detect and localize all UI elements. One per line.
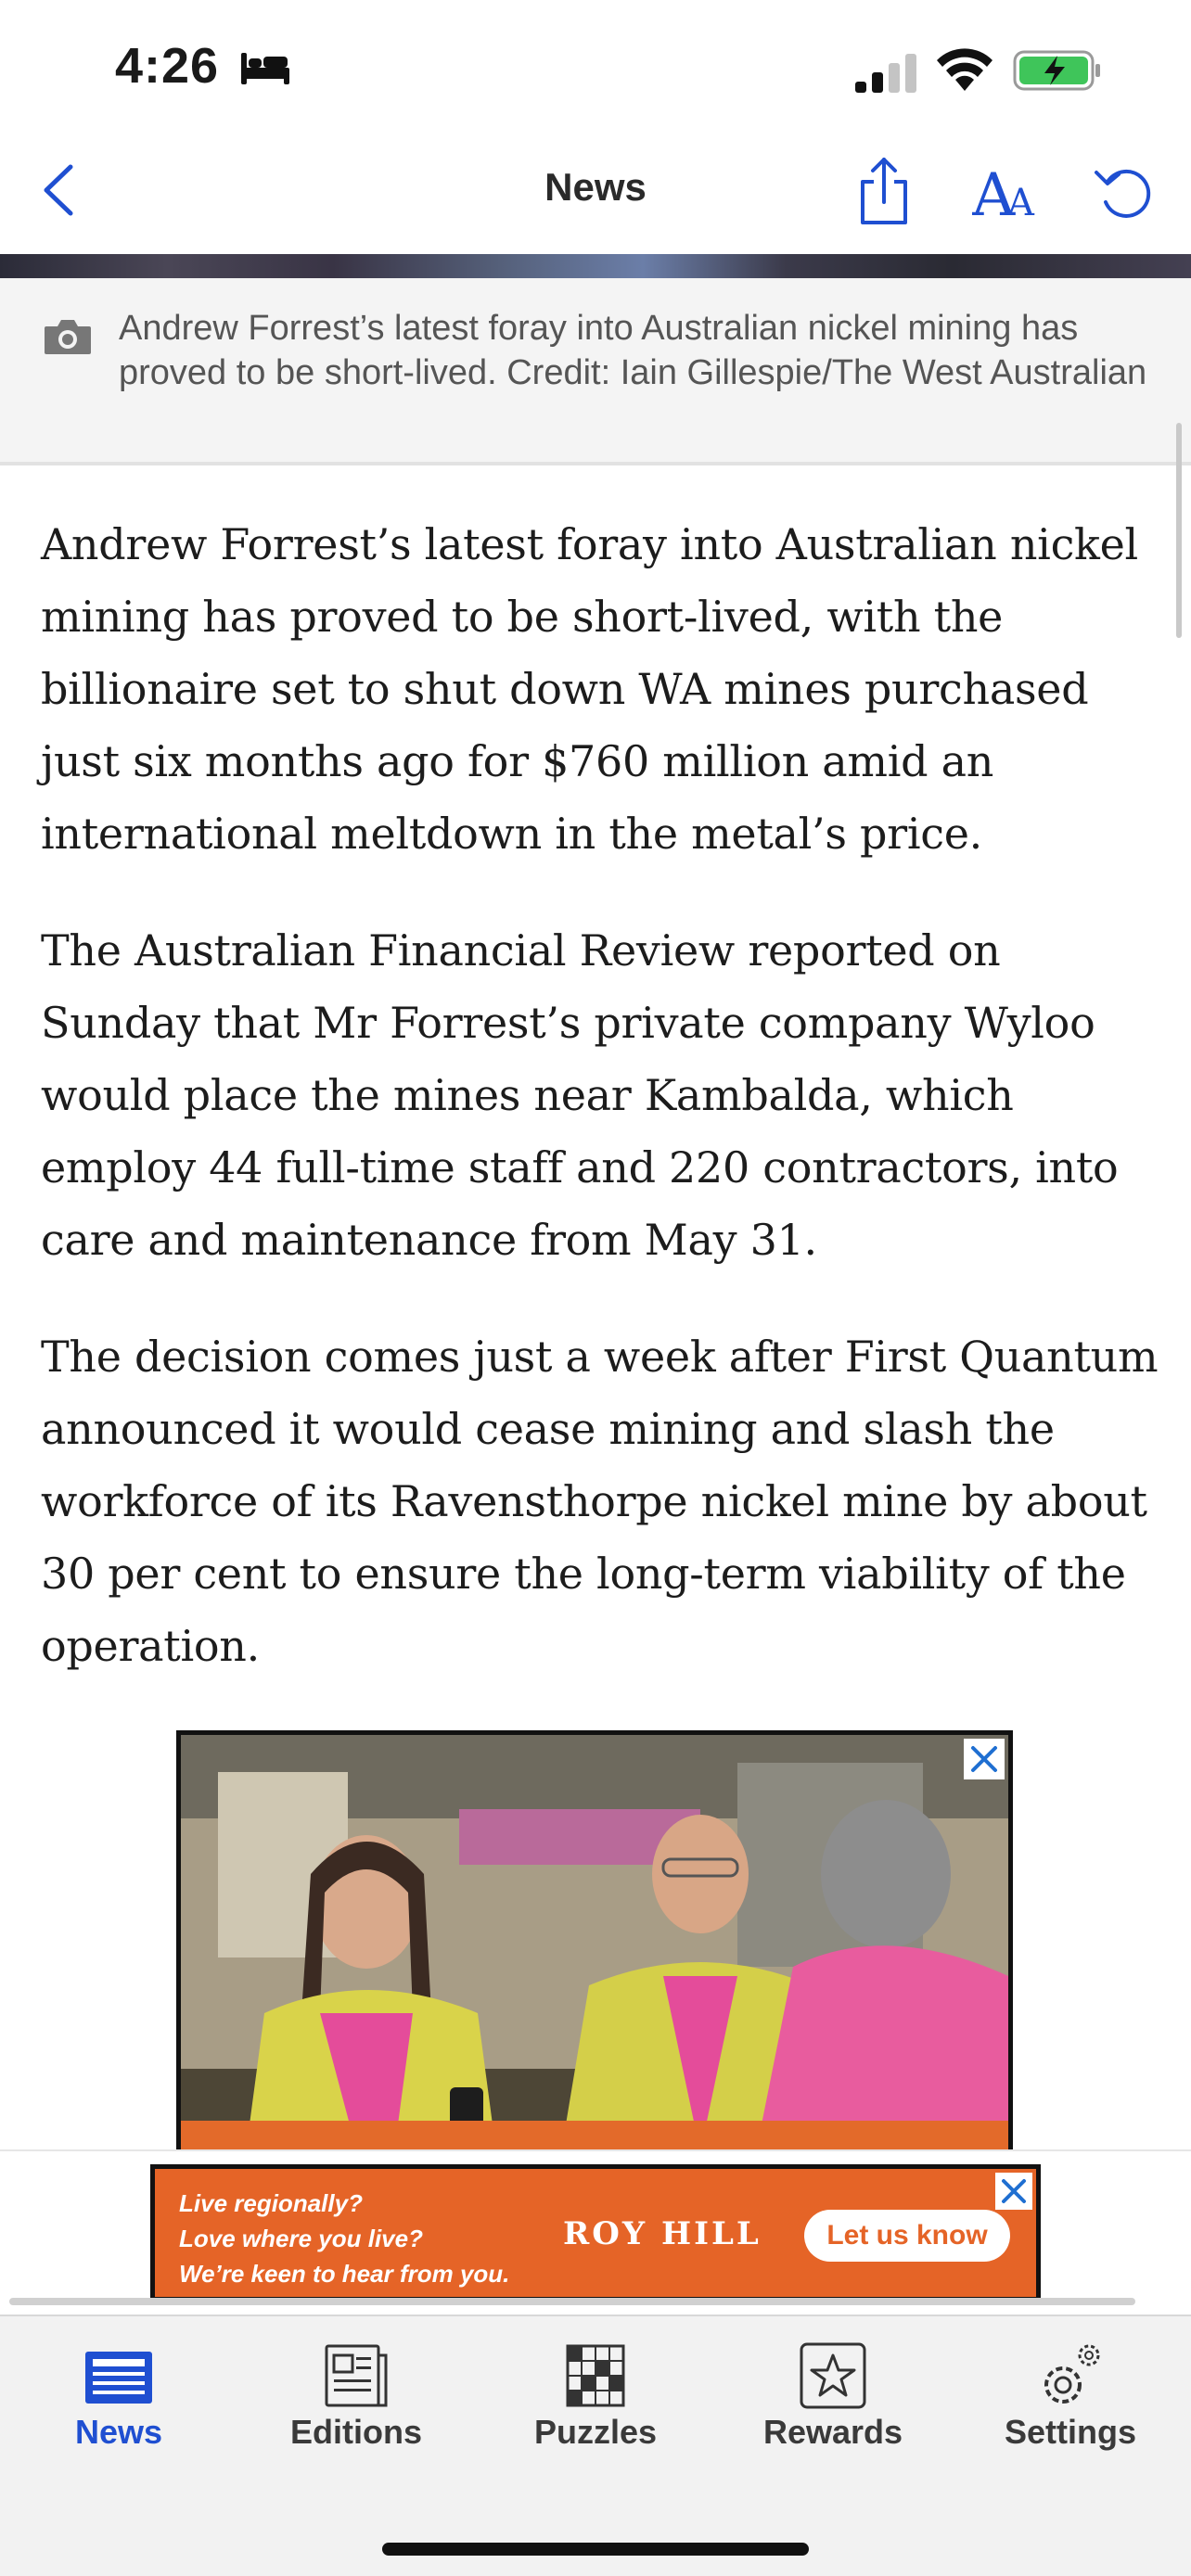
bed-icon: [239, 51, 291, 86]
tab-label: Puzzles: [533, 2413, 658, 2451]
article-paragraph: Andrew Forrest’s latest foray into Australian nickel mining has proved to be short-lived, with the billionaire set to shut down WA mines purchased just six months ago for $760 million amid an international meltdown in the metal’s price.: [41, 519, 1138, 859]
article-paragraph: The Australian Financial Review reported on Sunday that Mr Forrest’s private company Wyloo would place the mines near Kambalda, which employ 44 full-time staff and 220 contractors, into care and maintenance from May 31.: [41, 925, 1119, 1265]
rewards-star-icon: [796, 2342, 870, 2409]
news-icon: [82, 2342, 156, 2409]
banner-ad-area: [0, 2149, 1191, 2313]
banner-advertisement[interactable]: [150, 2164, 1041, 2302]
camera-icon: [43, 317, 93, 356]
puzzles-icon: [558, 2342, 633, 2409]
svg-text:A: A: [1007, 182, 1034, 224]
tab-label: Rewards: [762, 2413, 903, 2451]
tab-puzzles[interactable]: [477, 2316, 714, 2483]
share-icon[interactable]: [853, 154, 915, 228]
nav-bar: [0, 139, 1191, 254]
editions-icon: [319, 2342, 393, 2409]
tab-editions[interactable]: [237, 2316, 475, 2483]
tab-settings[interactable]: [952, 2316, 1189, 2483]
tab-label: Settings: [1004, 2413, 1136, 2451]
banner-line: Live regionally?: [179, 2189, 363, 2217]
banner-line: We’re keen to hear from you.: [179, 2260, 510, 2288]
tab-rewards[interactable]: [714, 2316, 952, 2483]
hero-image[interactable]: [0, 254, 1191, 278]
tab-news[interactable]: [0, 2316, 237, 2483]
caption-text: Andrew Forrest’s latest foray into Australian nickel mining has proved to be short-lived. Credit: Iain Gillespie/The West Australian: [119, 309, 1147, 392]
banner-copy: [179, 2186, 509, 2291]
scroll-indicator[interactable]: [1176, 423, 1182, 638]
svg-text:A: A: [972, 161, 1016, 224]
banner-cta-button[interactable]: Let us know: [804, 2210, 1010, 2262]
image-caption: [0, 278, 1191, 465]
banner-close-icon[interactable]: [995, 2173, 1032, 2210]
home-indicator[interactable]: [382, 2543, 809, 2556]
ad-footer-strip: [181, 2121, 1008, 2152]
tab-label: News: [74, 2413, 163, 2451]
ad-close-icon[interactable]: [964, 1739, 1005, 1779]
settings-gear-icon: [1033, 2342, 1108, 2409]
tab-bar: [0, 2315, 1191, 2576]
refresh-icon[interactable]: [1091, 159, 1159, 224]
article-body: [41, 508, 1163, 1727]
wifi-icon: [935, 48, 994, 93]
ad-photo: [181, 1735, 1008, 2152]
banner-brand-logo: ROY HILL: [563, 2215, 762, 2252]
signal-icon: [855, 54, 918, 93]
inline-advertisement[interactable]: [176, 1730, 1013, 2157]
tab-label: Editions: [290, 2413, 422, 2451]
status-time: 4:26: [115, 38, 220, 94]
text-size-icon[interactable]: [972, 158, 1043, 224]
banner-line: Love where you live?: [179, 2225, 423, 2252]
page-title: News: [544, 165, 647, 209]
battery-charging-icon: [1013, 48, 1102, 93]
reading-progress-track: [9, 2298, 1135, 2305]
status-bar: [0, 0, 1191, 139]
article-paragraph: The decision comes just a week after First Quantum announced it would cease mining and slash the workforce of its Ravensthorpe nickel mine by about 30 per cent to ensure the long-term viability of the operation.: [41, 1332, 1159, 1671]
